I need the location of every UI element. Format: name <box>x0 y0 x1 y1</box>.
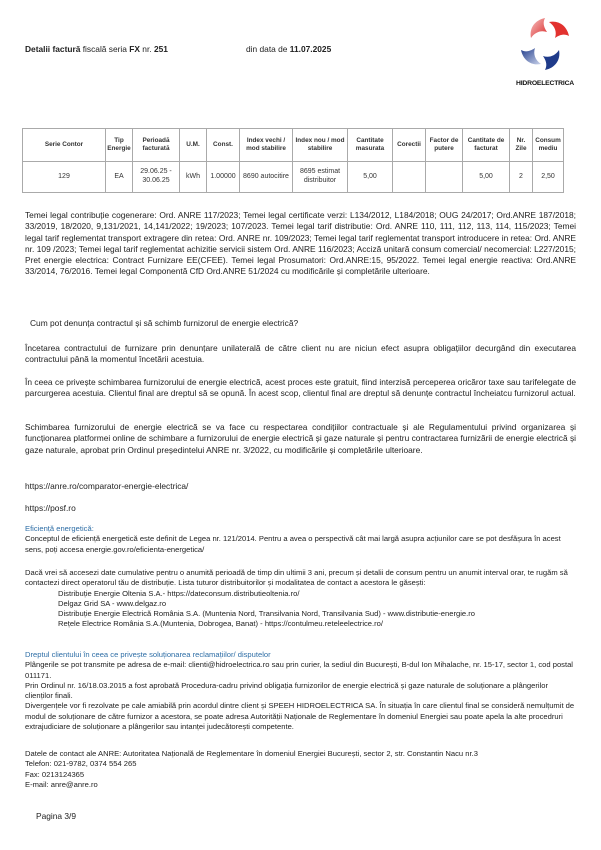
distributors-section <box>25 568 576 630</box>
col-index-vechi: Index vechi / mod stabilire <box>240 129 293 162</box>
cell-um: kWh <box>180 162 207 193</box>
anre-email: E-mail: anre@anre.ro <box>25 779 98 789</box>
distributor-item: Distribuție Energie Oltenia S.A.- https://dateconsum.distributieoltenia.ro/ <box>58 588 300 598</box>
efficiency-heading: Eficiență energetică: <box>25 524 94 533</box>
cell-corectii <box>393 162 426 193</box>
complaints-procedure-text: Prin Ordinul nr. 16/18.03.2015 a fost aprobată Procedura-cadru privind obligația furnizorilor de energie electrică și gaze naturale de soluționare a plângerilor clienților finali. <box>25 680 549 701</box>
complaints-divergence-text: Divergențele vor fi rezolvate pe cale amiabilă prin acordul dintre client și SPEEH HIDROELECTRICA SA. În situația în care clientul final se consideră nemulțumit de modul de soluționare de către furnizor a acestora, se poate adresa Autorității Naționale de Reglementare în domeniul Energiei sau poate apela la alte procedruri extrajudiciare de soluționare a plângerilor sau intanței judecătorești competente. <box>25 701 575 732</box>
col-corectii: Corectii <box>393 129 426 162</box>
switch-question: Cum pot denunța contractul și să schimb furnizorul de energie electrică? <box>30 318 299 328</box>
cell-factor-putere <box>426 162 463 193</box>
col-um: U.M. <box>180 129 207 162</box>
invoice-title <box>25 44 168 54</box>
invoice-nr-label: nr. <box>139 44 154 54</box>
invoice-date <box>246 44 331 54</box>
switching-free-paragraph: În ceea ce privește schimbarea furnizorului de energie electrică, acest proces este gratuit, fiind interzisă perceperea oricăror taxe sau tarifelegate de parcurgerea acestuia. Clientul final are dreptul să se opună. În acest scop, clientul final are dreptul să denunțe contractul încheiatcu furnizorul actual. <box>25 377 576 399</box>
anre-contact-section <box>25 749 576 790</box>
cell-tip: EA <box>106 162 133 193</box>
invoice-date-label: din data de <box>246 44 290 54</box>
anre-phone: Telefon: 021-9782, 0374 554 265 <box>25 759 137 769</box>
meter-reading-table <box>22 128 564 193</box>
switching-rules-paragraph: Schimbarea furnizorului de energie electrică se va face cu respectarea condițiilor contractuale și ale Regulamentului privind organizarea și funcționarea platformei online de schimbare a furnizorului de energie electrică și gaze naturale și pentru contractarea furnizării de energie electrică și gaze naturale, aprobat prin Ordinul președintelui ANRE nr. 3/2022, cu modificările și completările ulterioare. <box>25 422 576 455</box>
anre-comparator-link[interactable] <box>25 481 576 492</box>
distributor-item: Rețele Electrice România S.A.(Muntenia, Dobrogea, Banat) - https://contulmeu.reteleelectrice.ro/ <box>58 619 383 629</box>
distributor-item: Distribuție Energie Electrică România S.A. (Muntenia Nord, Transilvania Nord, Transilvania Sud) - www.distributie-energie.ro <box>58 609 475 619</box>
col-consum-mediu: Consum mediu <box>533 129 564 162</box>
invoice-title-label: Detalii factură <box>25 44 81 54</box>
complaints-section <box>25 650 576 732</box>
col-tip-energie: Tip Energie <box>106 129 133 162</box>
anre-fax: Fax: 0213124365 <box>25 769 85 779</box>
cumulative-data-text: Dacă vrei să accesezi date cumulative pentru o anumită perioadă de timp din ultimii 3 ani, precum și detalii de consum pentru un anumit interval orar, te rugăm să contactezi direct operatorul tău de distribuție. Lista tuturor distribuitorilor și modalitatea de contact a acestora le găsești: <box>25 568 568 588</box>
col-const: Const. <box>207 129 240 162</box>
invoice-title-text: fiscală seria <box>80 44 130 54</box>
col-serie-contor: Serie Contor <box>23 129 106 162</box>
complaints-heading: Dreptul clientului în ceea ce privește soluționarea reclamațiilor/ disputelor <box>25 650 271 659</box>
cell-cantitate-facturat: 5,00 <box>463 162 510 193</box>
invoice-series: FX <box>129 44 140 54</box>
efficiency-section <box>25 524 576 555</box>
invoice-number: 251 <box>153 44 168 54</box>
col-cantitate-masurata: Cantitate masurata <box>348 129 393 162</box>
posf-link[interactable] <box>25 503 576 514</box>
cell-serie: 129 <box>23 162 106 193</box>
logo-text: HIDROELECTRICA <box>516 80 574 87</box>
cell-nr-zile: 2 <box>510 162 533 193</box>
col-index-nou: Index nou / mod stabilire <box>293 129 348 162</box>
distributor-item: Delgaz Grid SA - www.delgaz.ro <box>58 598 167 608</box>
anre-comparator-link-text[interactable]: https://anre.ro/comparator-energie-electrica/ <box>25 481 189 491</box>
table-row <box>23 162 564 193</box>
cell-perioada: 29.06.25 - 30.06.25 <box>133 162 180 193</box>
logo-swirl-icon <box>517 14 573 74</box>
col-nr-zile: Nr. Zile <box>510 129 533 162</box>
hidroelectrica-logo <box>505 12 585 92</box>
complaints-email-text: Plângerile se pot transmite pe adresa de e-mail: clienti@hidroelectrica.ro sau prin curier, la sediul din București, B-dul Ion Mihalache, nr. 15-17, sector 1, cod postal 011171. <box>25 660 573 680</box>
invoice-date-value: 11.07.2025 <box>289 44 332 54</box>
cell-index-vechi: 8690 autocitire <box>240 162 293 193</box>
termination-paragraph: Încetarea contractului de furnizare prin denunțare unilaterală de către client nu are niciun efect asupra obligațiilor decurgând din executarea contractului până la momentul încetării acestuia. <box>25 343 576 365</box>
table-header-row <box>23 129 564 162</box>
col-cantitate-facturat: Cantitate de facturat <box>463 129 510 162</box>
col-perioada: Perioadă facturată <box>133 129 180 162</box>
page-number: Pagina 3/9 <box>36 811 77 821</box>
col-factor-putere: Factor de putere <box>426 129 463 162</box>
posf-link-text[interactable]: https://posf.ro <box>25 503 76 513</box>
efficiency-text: Conceptul de eficiență energetică este definit de Legea nr. 121/2014. Pentru a avea o perspectivă cât mai largă asupra acțiunilor care se pot desfășura în acest sens, poți accesa energie.gov.ro/eficienta-energetica/ <box>25 534 561 554</box>
cell-index-nou: 8695 estimat distribuitor <box>293 162 348 193</box>
anre-address: Datele de contact ale ANRE: Autoritatea Națională de Reglementare în domeniul Energiei București, sector 2, str. Constantin Nacu nr.3 <box>25 749 478 758</box>
legal-basis-paragraph: Temei legal contribuție cogenerare: Ord. ANRE 117/2023; Temei legal certificate verzi: L134/2012, L184/2018; OUG 24/2017; Ord.ANRE 187/2018; 33/2019, 18/2020, 9,131/2021, 14,141/2022; 19/2023; 107/2023. Temei legal tarif distributie: Ord. ANRE 110, 111, 112, 113, 114, 115/2023; Temei legal tarif reglementat transport extragere din retea: Ord. ANRE nr. 109/2023; Temei legal tarif reglementat transport introducere in retea: Ord. ANRE nr. 109 /2023; Temei legal tarif reglementat achizitie servicii sistem Ord. ANRE 116/2023; Acciză unitară consum comercial/ necomercial: L227/2015; Pret energie electrica: Contract Furnizare EE(CFEE). Temei legal Prosumatori: Ord.ANRE:15, 95/2022. Temei legal energie reactiva: Ord.ANRE 33/2014, 76/2016. Temei legal Componentă CfD Ord.ANRE 51/2024 cu modificările și completările ulterioare. <box>25 210 576 277</box>
cell-const: 1.00000 <box>207 162 240 193</box>
cell-consum-mediu: 2,50 <box>533 162 564 193</box>
cell-cantitate-masurata: 5,00 <box>348 162 393 193</box>
